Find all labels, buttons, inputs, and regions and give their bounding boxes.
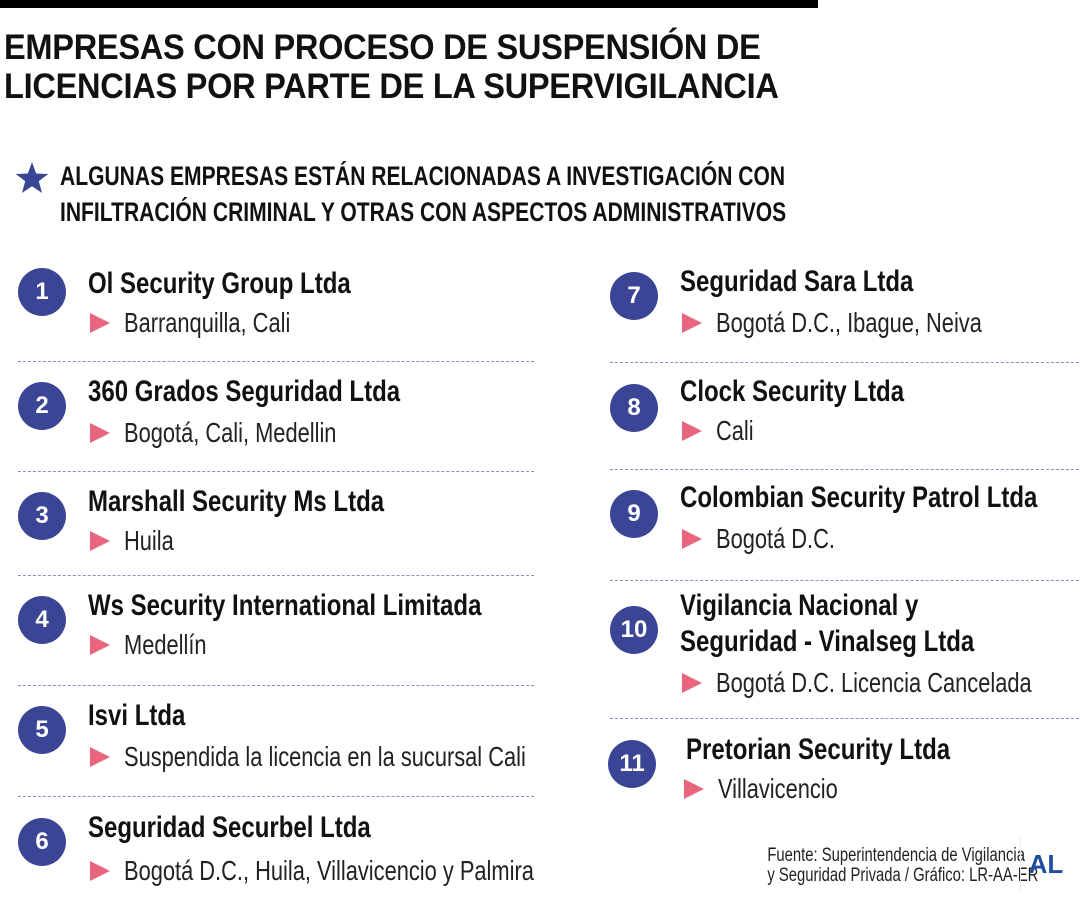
source-line-2: y Seguridad Privada / Gráfico: LR-AA-ER (767, 865, 1039, 886)
number-badge: 2 (18, 382, 66, 430)
company-name: Marshall Security Ms Ltda (88, 485, 385, 518)
divider (18, 796, 534, 797)
subtitle-line-2: INFILTRACIÓN CRIMINAL Y OTRAS CON ASPECTOS ADMINISTRATIVOS (60, 197, 787, 227)
number-badge: 4 (18, 596, 66, 644)
company-location: Medellín (90, 628, 230, 662)
divider (610, 469, 1080, 470)
star-icon (14, 160, 50, 196)
triangle-bullet-icon (682, 529, 702, 549)
number-badge: 6 (18, 818, 66, 866)
company-location: Bogotá D.C. (682, 522, 869, 556)
company-name: Isvi Ltda (88, 699, 186, 732)
triangle-bullet-icon (90, 747, 110, 767)
title-line-1: EMPRESAS CON PROCESO DE SUSPENSIÓN DE (4, 28, 761, 67)
triangle-bullet-icon (682, 421, 702, 441)
divider (18, 685, 534, 686)
company-location: Villavicencio (684, 772, 872, 806)
number-badge: 11 (608, 740, 656, 788)
company-name: 360 Grados Seguridad Ltda (88, 375, 401, 408)
company-name: Seguridad Securbel Ltda (88, 811, 371, 844)
triangle-bullet-icon (90, 861, 110, 881)
company-name: Clock Security Ltda (680, 375, 905, 408)
triangle-bullet-icon (682, 673, 702, 693)
company-location: Barranquilla, Cali (90, 306, 337, 340)
company-location: Cali (682, 414, 764, 448)
triangle-bullet-icon (90, 531, 110, 551)
triangle-bullet-icon (682, 313, 702, 333)
divider (610, 580, 1080, 581)
divider (18, 471, 534, 472)
title-line-2: LICENCIAS POR PARTE DE LA SUPERVIGILANCIA (4, 67, 779, 106)
top-rule (0, 0, 818, 8)
company-location: Huila (90, 524, 188, 558)
company-location: Bogotá D.C., Huila, Villavicencio y Palmira (90, 854, 649, 888)
number-badge: 7 (610, 272, 658, 320)
company-name-line-2: Seguridad - Vinalseg Ltda (680, 625, 975, 658)
number-badge: 1 (18, 268, 66, 316)
page-title (4, 28, 785, 106)
source-line-1: Fuente: Superintendencia de Vigilancia (767, 845, 1025, 866)
company-name: Ws Security International Limitada (88, 589, 482, 622)
divider (18, 575, 534, 576)
divider (610, 362, 1080, 363)
company-name: Colombian Security Patrol Ltda (680, 481, 1038, 514)
subtitle-line-1: ALGUNAS EMPRESAS ESTÁN RELACIONADAS A INVESTIGACIÓN CON (60, 161, 786, 191)
company-location: Suspendida la licencia en la sucursal Cali (90, 740, 639, 774)
number-badge: 9 (610, 490, 658, 538)
triangle-bullet-icon (684, 779, 704, 799)
company-name: Ol Security Group Ltda (88, 267, 351, 300)
company-name (680, 588, 974, 660)
divider (18, 361, 534, 362)
triangle-bullet-icon (90, 635, 110, 655)
company-name: Pretorian Security Ltda (686, 733, 951, 766)
al-logo: AL (1020, 836, 1071, 892)
divider (610, 718, 1080, 719)
number-badge: 5 (18, 706, 66, 754)
company-name-line-1: Vigilancia Nacional y (680, 589, 919, 622)
company-name: Seguridad Sara Ltda (680, 265, 914, 298)
number-badge: 8 (610, 384, 658, 432)
source-note (700, 845, 1039, 886)
company-location: Bogotá D.C. Licencia Cancelada (682, 666, 1080, 700)
company-location: Bogotá, Cali, Medellin (90, 416, 396, 450)
triangle-bullet-icon (90, 423, 110, 443)
number-badge: 10 (610, 606, 658, 654)
company-location: Bogotá D.C., Ibague, Neiva (682, 306, 1057, 340)
triangle-bullet-icon (90, 313, 110, 333)
number-badge: 3 (18, 492, 66, 540)
